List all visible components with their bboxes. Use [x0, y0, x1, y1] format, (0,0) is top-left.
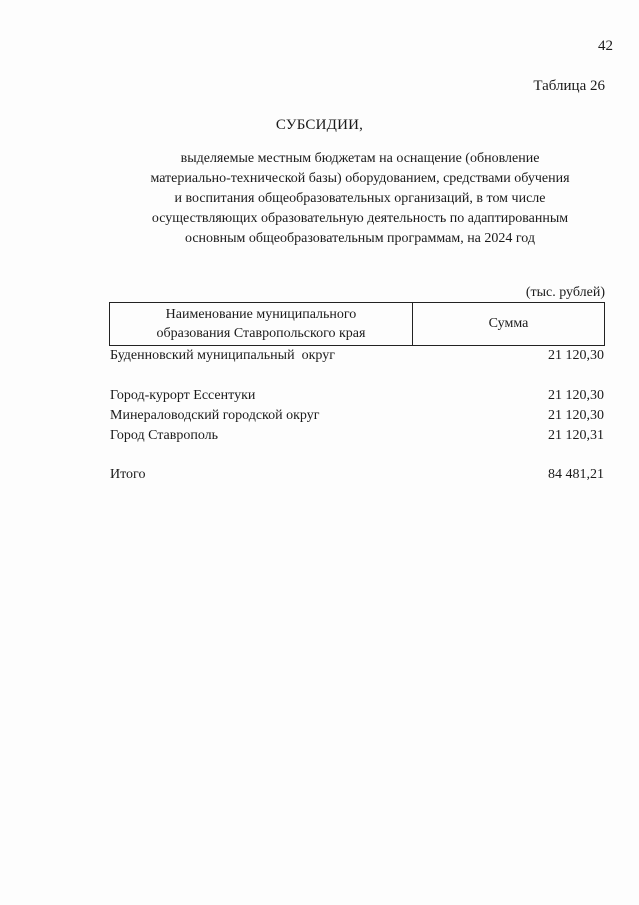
- units-note: (тыс. рублей): [525, 285, 605, 300]
- total-label: Итого: [110, 467, 146, 482]
- row-name: Город Ставрополь: [110, 428, 219, 443]
- table-header: [109, 302, 605, 346]
- subtitle-line: выделяемые местным бюджетам на оснащение (обновление: [180, 151, 540, 166]
- subtitle-line: осуществляющих образовательную деятельность по адаптированным: [151, 211, 569, 226]
- subtitle-line: основным общеобразовательным программам, на 2024 год: [184, 231, 536, 246]
- row-value: 21 120,30: [548, 348, 604, 363]
- table-row: [110, 346, 604, 366]
- header-cell-name: [110, 303, 413, 345]
- document-title: СУБСИДИИ,: [275, 117, 364, 133]
- subtitle-line: и воспитания общеобразовательных организаций, в том числе: [174, 191, 546, 206]
- row-name: Город-курорт Ессентуки: [110, 388, 256, 403]
- row-value: 21 120,31: [548, 428, 604, 443]
- document-subtitle: [110, 149, 610, 249]
- table-row: [110, 426, 604, 446]
- table-row: [110, 386, 604, 406]
- total-row: [110, 465, 604, 485]
- row-value: 21 120,30: [548, 408, 604, 423]
- header-name-line: образования Ставропольского края: [156, 326, 366, 341]
- table-row: [110, 406, 604, 426]
- row-value: 21 120,30: [548, 388, 604, 403]
- table-label: Таблица 26: [533, 78, 605, 94]
- header-cell-sum: Сумма: [488, 316, 529, 331]
- row-name: Буденновский муниципальный округ: [110, 348, 335, 363]
- total-value: 84 481,21: [548, 467, 604, 482]
- subtitle-line: материально-технической базы) оборудованием, средствами обучения: [150, 171, 570, 186]
- page-number: 42: [598, 38, 613, 54]
- row-name: Минераловодский городской округ: [110, 408, 320, 423]
- header-name-line: Наименование муниципального: [165, 307, 357, 322]
